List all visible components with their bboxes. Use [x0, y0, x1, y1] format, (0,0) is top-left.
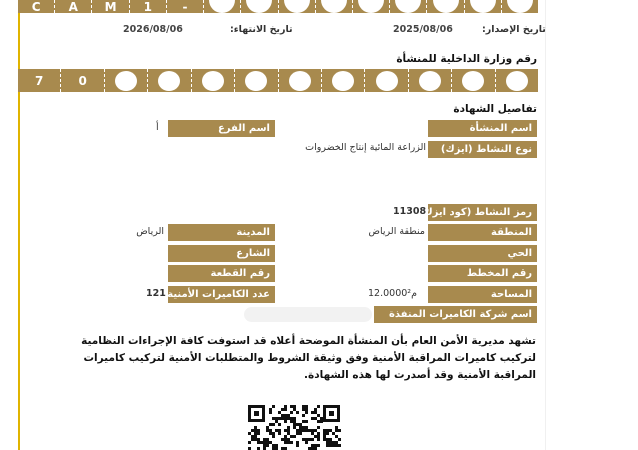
ministry-number-char: 0 [78, 73, 87, 88]
serial-cell [426, 0, 463, 13]
branch-name-label: اسم الفرع [168, 120, 275, 137]
redacted-dot [158, 71, 180, 91]
redacted-dot [321, 0, 347, 13]
ministry-number-cell [495, 69, 538, 92]
details-title: تفاصيل الشهادة [453, 103, 537, 115]
serial-cell [91, 0, 128, 13]
redacted-dot [507, 0, 533, 13]
city-label: المدينة [168, 224, 275, 241]
right-border-line [545, 0, 546, 450]
ministry-number-char: 7 [35, 73, 44, 88]
serial-cell [278, 0, 315, 13]
left-border-line [18, 0, 20, 450]
redacted-dot [246, 0, 272, 13]
ministry-number-cell [104, 69, 147, 92]
ministry-number-cell [451, 69, 494, 92]
serial-cell [352, 0, 389, 13]
issue-date-value: 2025/08/06 [393, 24, 453, 35]
redacted-dot [289, 71, 311, 91]
ministry-number-title: رقم وزارة الداخلية للمنشأة [396, 53, 537, 65]
ministry-number-strip [18, 69, 538, 92]
cameras-count-label: عدد الكاميرات الأمنية [168, 286, 275, 303]
ministry-number-cell [18, 69, 60, 92]
ministry-number-cell [147, 69, 190, 92]
region-value: منطقة الرياض [368, 226, 425, 237]
redacted-dot [419, 71, 441, 91]
city-value: الرياض [136, 226, 164, 237]
facility-name-label: اسم المنشأة [428, 120, 537, 137]
ministry-number-cell [408, 69, 451, 92]
redacted-dot [376, 71, 398, 91]
redacted-dot [202, 71, 224, 91]
area-value: 12.0000م² [368, 288, 417, 299]
serial-cell [315, 0, 352, 13]
redacted-dot [358, 0, 384, 13]
redacted-dot [284, 0, 310, 13]
ministry-number-cell [278, 69, 321, 92]
redacted-dot [332, 71, 354, 91]
installer-company-value [244, 307, 372, 322]
serial-cell [203, 0, 240, 13]
area-label: المساحة [428, 286, 537, 303]
serial-char: - [182, 0, 188, 14]
plan-number-label: رقم المخطط [428, 265, 537, 282]
street-label: الشارع [168, 245, 275, 262]
serial-cell [18, 0, 54, 13]
ministry-number-cell [321, 69, 364, 92]
activity-type-label: نوع النشاط (ايزك) [428, 141, 537, 158]
redacted-dot [245, 71, 267, 91]
redacted-dot [470, 0, 496, 13]
ministry-number-cell [191, 69, 234, 92]
serial-cell [464, 0, 501, 13]
expiry-date-value: 2026/08/06 [123, 24, 183, 35]
region-label: المنطقة [428, 224, 537, 241]
district-label: الحي [428, 245, 537, 262]
serial-char: C [31, 0, 41, 14]
redacted-dot [395, 0, 421, 13]
redacted-dot [209, 0, 235, 13]
redacted-dot [115, 71, 137, 91]
activity-code-value: 11308 [393, 206, 427, 217]
serial-char: A [68, 0, 78, 14]
ministry-number-cell [364, 69, 407, 92]
activity-type-value: الزراعة المائية إنتاج الخضروات [305, 142, 426, 153]
redacted-dot [462, 71, 484, 91]
branch-name-value: أ [156, 122, 159, 133]
plot-number-label: رقم القطعة [168, 265, 275, 282]
cameras-count-value: 121 [146, 288, 166, 299]
ministry-number-cell [234, 69, 277, 92]
serial-number-strip [18, 0, 538, 13]
activity-code-label: رمز النشاط (كود ايزك) [428, 204, 537, 221]
serial-cell [166, 0, 203, 13]
serial-cell [240, 0, 277, 13]
serial-cell [501, 0, 538, 13]
serial-cell [54, 0, 91, 13]
installer-company-label: اسم شركة الكاميرات المنفذة [374, 306, 537, 323]
expiry-date-label: تاريخ الانتهاء: [230, 24, 293, 35]
ministry-number-cell [60, 69, 103, 92]
redacted-dot [506, 71, 528, 91]
issue-date-label: تاريخ الإصدار: [482, 24, 546, 35]
certificate-statement: تشهد مديرية الأمن العام بأن المنشأة الموضحة أعلاه قد استوفت كافة الإجراءات النظامية لتركيب كاميرات المراقبة الأمنية وفق وثيقة الشروط والمتطلبات الأمنية لتركيب كاميرات المراقبة الأمنية وقد أصدرت لها هذه الشهادة. [81, 335, 536, 381]
qr-code-icon [246, 403, 342, 450]
serial-char: M [104, 0, 117, 14]
serial-cell [389, 0, 426, 13]
redacted-dot [433, 0, 459, 13]
serial-cell [129, 0, 166, 13]
serial-char: 1 [143, 0, 152, 14]
